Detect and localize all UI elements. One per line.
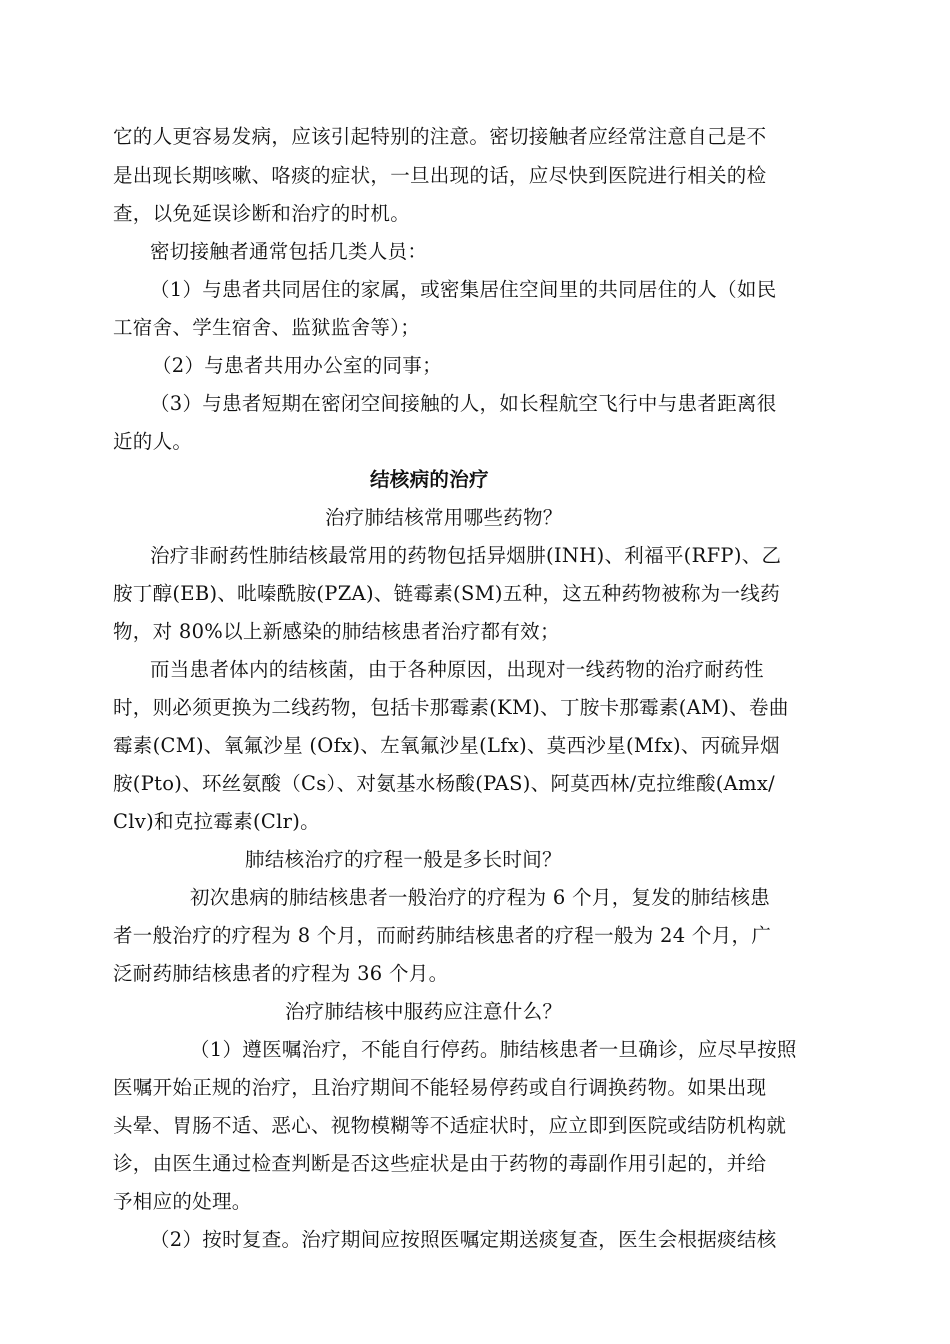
question-heading: 治疗肺结核中服药应注意什么？	[285, 1000, 563, 1023]
body-line: 物，对 80%以上新感染的肺结核患者治疗都有效；	[113, 620, 560, 643]
body-line: 密切接触者通常包括几类人员：	[150, 240, 428, 263]
list-item-cont: 予相应的处理。	[113, 1190, 252, 1213]
body-line: 查，以免延误诊断和治疗的时机。	[113, 202, 411, 225]
list-item-cont: 工宿舍、学生宿舍、监狱监舍等）；	[113, 316, 421, 339]
question-heading: 肺结核治疗的疗程一般是多长时间？	[245, 848, 562, 871]
list-item-cont: 医嘱开始正规的治疗，且治疗期间不能轻易停药或自行调换药物。如果出现	[113, 1076, 767, 1099]
body-line: 治疗非耐药性肺结核最常用的药物包括异烟肼(INH)、利福平(RFP)、乙	[150, 544, 782, 567]
body-line: 是出现长期咳嗽、咯痰的症状，一旦出现的话，应尽快到医院进行相关的检	[113, 164, 767, 187]
list-item: （1）遵医嘱治疗，不能自行停药。肺结核患者一旦确诊，应尽早按照	[190, 1038, 797, 1061]
list-item: （2）按时复查。治疗期间应按照医嘱定期送痰复查，医生会根据痰结核	[150, 1228, 777, 1251]
body-line: 初次患病的肺结核患者一般治疗的疗程为 6 个月，复发的肺结核患	[190, 886, 771, 909]
question-heading: 治疗肺结核常用哪些药物？	[325, 506, 563, 529]
body-line: 胺(Pto)、环丝氨酸（Cs）、对氨基水杨酸(PAS)、阿莫西林/克拉维酸(Amx/	[113, 772, 775, 795]
list-item-cont: 近的人。	[113, 430, 193, 453]
body-line: 它的人更容易发病，应该引起特别的注意。密切接触者应经常注意自己是不	[113, 125, 767, 148]
list-item-cont: 头晕、胃肠不适、恶心、视物模糊等不适症状时，应立即到医院或结防机构就	[113, 1114, 787, 1137]
body-line: 胺丁醇(EB)、吡嗪酰胺(PZA)、链霉素(SM)五种，这五种药物被称为一线药	[113, 582, 780, 605]
body-line: 泛耐药肺结核患者的疗程为 36 个月。	[113, 962, 449, 985]
body-line: 时，则必须更换为二线药物，包括卡那霉素(KM)、丁胺卡那霉素(AM)、卷曲	[113, 696, 789, 719]
body-line: Clv)和克拉霉素(Clr)。	[113, 810, 320, 833]
body-line: 者一般治疗的疗程为 8 个月，而耐药肺结核患者的疗程一般为 24 个月，广	[113, 924, 772, 947]
list-item: （3）与患者短期在密闭空间接触的人，如长程航空飞行中与患者距离很	[150, 392, 777, 415]
body-line: 而当患者体内的结核菌，由于各种原因，出现对一线药物的治疗耐药性	[150, 658, 764, 681]
section-heading: 结核病的治疗	[370, 468, 489, 491]
list-item-cont: 诊，由医生通过检查判断是否这些症状是由于药物的毒副作用引起的，并给	[113, 1152, 767, 1175]
body-line: 霉素(CM)、氧氟沙星 (Ofx)、左氧氟沙星(Lfx)、莫西沙星(Mfx)、丙硫异烟	[113, 734, 780, 757]
list-item: （2）与患者共用办公室的同事；	[152, 354, 442, 377]
list-item: （1）与患者共同居住的家属，或密集居住空间里的共同居住的人（如民	[150, 278, 777, 301]
